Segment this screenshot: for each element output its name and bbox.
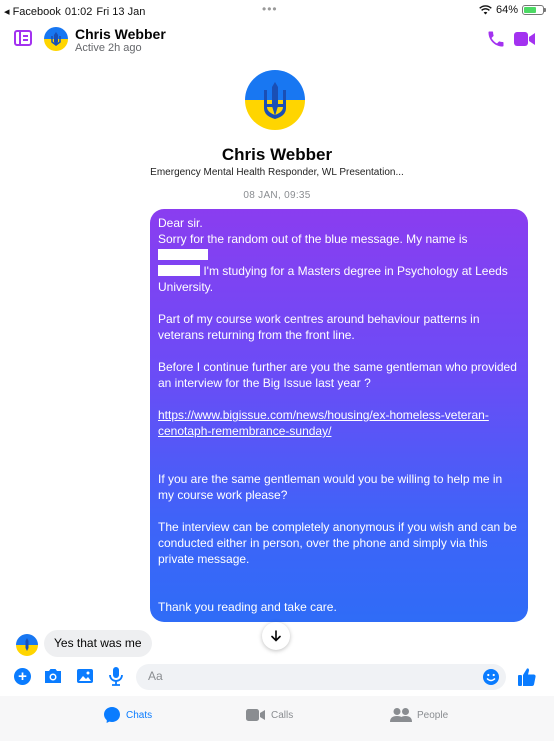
sent-message-bubble[interactable] — [150, 209, 528, 646]
message-input[interactable] — [148, 669, 448, 683]
active-status: Active 2h ago — [75, 42, 142, 54]
message-greeting: Dear sir. — [158, 216, 203, 230]
profile-subtitle: Emergency Mental Health Responder, WL Presentation... — [150, 167, 404, 178]
status-right — [479, 4, 544, 16]
phone-icon[interactable] — [486, 29, 506, 49]
camera-icon[interactable] — [43, 666, 63, 686]
avatar[interactable] — [16, 634, 38, 656]
message-composer — [0, 662, 554, 692]
message-paragraph: Thank you reading and take care. — [158, 600, 337, 614]
tab-people[interactable] — [390, 704, 448, 726]
received-message-bubble[interactable]: Yes that was me — [44, 630, 152, 657]
people-icon — [390, 707, 412, 723]
conversation-header — [0, 20, 554, 60]
redacted-block — [158, 249, 208, 260]
message-paragraph: Part of my course work centres around behaviour patterns in veterans returning from the front line. — [158, 312, 480, 342]
contact-name[interactable]: Chris Webber — [75, 26, 166, 42]
message-input-container — [136, 664, 506, 690]
profile-avatar[interactable] — [245, 70, 305, 130]
battery-percent: 64% — [495, 4, 518, 16]
status-left — [4, 5, 145, 18]
message-paragraph: Before I continue further are you the same gentleman who provided an interview for the Big Issue last year ? — [158, 360, 517, 390]
status-bar — [0, 0, 554, 20]
tab-label: Chats — [126, 709, 153, 721]
message-timestamp: 08 JAN, 09:35 — [243, 190, 311, 201]
tab-chats[interactable] — [103, 704, 152, 726]
microphone-icon[interactable] — [106, 666, 126, 686]
thumbs-up-icon[interactable] — [517, 667, 537, 687]
status-time: 01:02 — [64, 5, 93, 18]
profile-name: Chris Webber — [221, 145, 333, 164]
avatar[interactable] — [44, 27, 68, 51]
tab-calls[interactable] — [246, 704, 293, 726]
tab-label: Calls — [271, 709, 294, 721]
redacted-block — [158, 265, 200, 276]
message-text: Sorry for the random out of the blue message. My name is — [158, 232, 468, 246]
signature-suffix: x — [209, 632, 216, 646]
redacted-block — [158, 633, 206, 644]
video-camera-icon[interactable] — [514, 31, 536, 47]
message-paragraph: The interview can be completely anonymous if you wish and can be conducted either in person, over the phone and simply via this private message. — [158, 520, 517, 566]
message-text: I'm studying for a Masters degree in Psychology at Leeds University. — [158, 264, 508, 294]
plus-icon[interactable]: + — [14, 668, 31, 685]
gallery-icon[interactable] — [75, 666, 95, 686]
chat-bubble-icon — [103, 706, 121, 724]
message-paragraph: If you are the same gentleman would you be willing to help me in my course work please? — [158, 472, 503, 502]
battery-icon — [522, 5, 544, 15]
sidebar-icon[interactable] — [14, 30, 32, 46]
emoji-icon[interactable] — [482, 668, 500, 686]
arrow-down-icon[interactable] — [262, 622, 290, 650]
tab-bar — [0, 696, 554, 741]
back-to-app-link[interactable]: ◂ Facebook — [4, 6, 61, 18]
video-icon — [246, 708, 266, 722]
wifi-icon — [479, 5, 492, 15]
multitasking-dots-icon[interactable]: ••• — [262, 2, 278, 16]
message-link[interactable]: https://www.bigissue.com/news/housing/ex-homeless-veteran-cenotaph-remembrance-sunday/ — [158, 408, 489, 438]
message-paragraph — [158, 231, 520, 295]
message-signature — [158, 631, 520, 647]
tab-label: People — [417, 709, 449, 721]
status-date: Fri 13 Jan — [96, 5, 146, 18]
